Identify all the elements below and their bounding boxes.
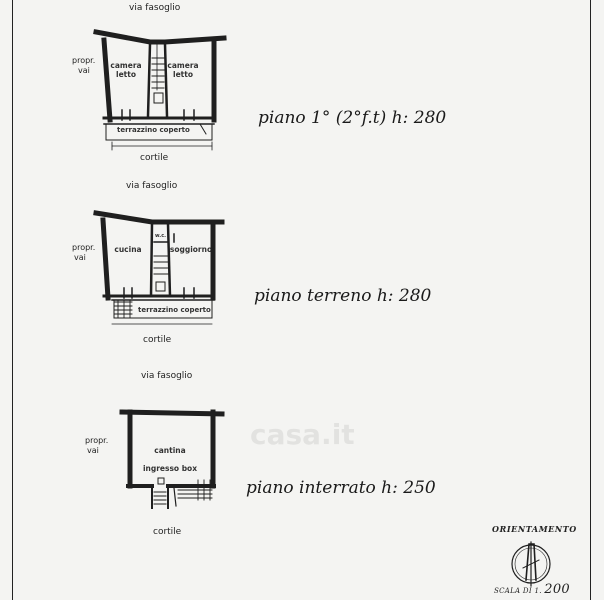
floor2-street-label: via fasoglio <box>126 181 178 191</box>
floor1-room-right-line2: letto <box>173 70 193 79</box>
scale-value: 200 <box>544 582 570 597</box>
floor3-neighbor-line1: propr. <box>85 436 109 445</box>
floor2-plan <box>96 213 222 324</box>
floor2-title: piano terreno h: 280 <box>254 286 432 306</box>
floor1-street-label: via fasoglio <box>129 3 181 13</box>
floor2-neighbor-line2: vai <box>74 253 86 262</box>
floor1-neighbor-line2: vai <box>78 66 90 75</box>
floor2-neighbor-line1: propr. <box>72 243 96 252</box>
floor3-room-box-entrance: ingresso box <box>142 464 198 473</box>
floor3-neighbor-line2: vai <box>87 446 99 455</box>
floor1-plan <box>96 32 224 150</box>
watermark: casa.it <box>250 418 355 451</box>
floor1-title: piano 1° (2°f.t) h: 280 <box>258 108 447 128</box>
floor3-title: piano interrato h: 250 <box>246 478 436 498</box>
floor1-terrace-label: terrazzino coperto <box>117 126 190 134</box>
floor3-plan <box>122 412 222 508</box>
floor3-room-cellar: cantina <box>154 446 186 455</box>
floor3-street-label: via fasoglio <box>141 371 193 381</box>
floor1-room-right-line1: camera <box>167 61 199 70</box>
floor2-room-kitchen: cucina <box>114 245 142 254</box>
floor2-wc-label: w.c. <box>155 233 167 239</box>
floor3-courtyard-label: cortile <box>153 527 182 537</box>
orientation-label: ORIENTAMENTO <box>492 524 577 534</box>
orientation-compass <box>512 542 550 586</box>
scale-label-text: SCALA DI 1. <box>494 587 542 595</box>
floor1-room-left-line1: camera <box>110 61 142 70</box>
floor1-courtyard-label: cortile <box>140 153 169 163</box>
floor2-terrace-label: terrazzino coperto <box>138 306 211 314</box>
floor2-courtyard-label: cortile <box>143 335 172 345</box>
floor1-room-left-line2: letto <box>116 70 136 79</box>
floor1-neighbor-line1: propr. <box>72 56 96 65</box>
floor2-room-living: soggiorno <box>169 245 213 254</box>
